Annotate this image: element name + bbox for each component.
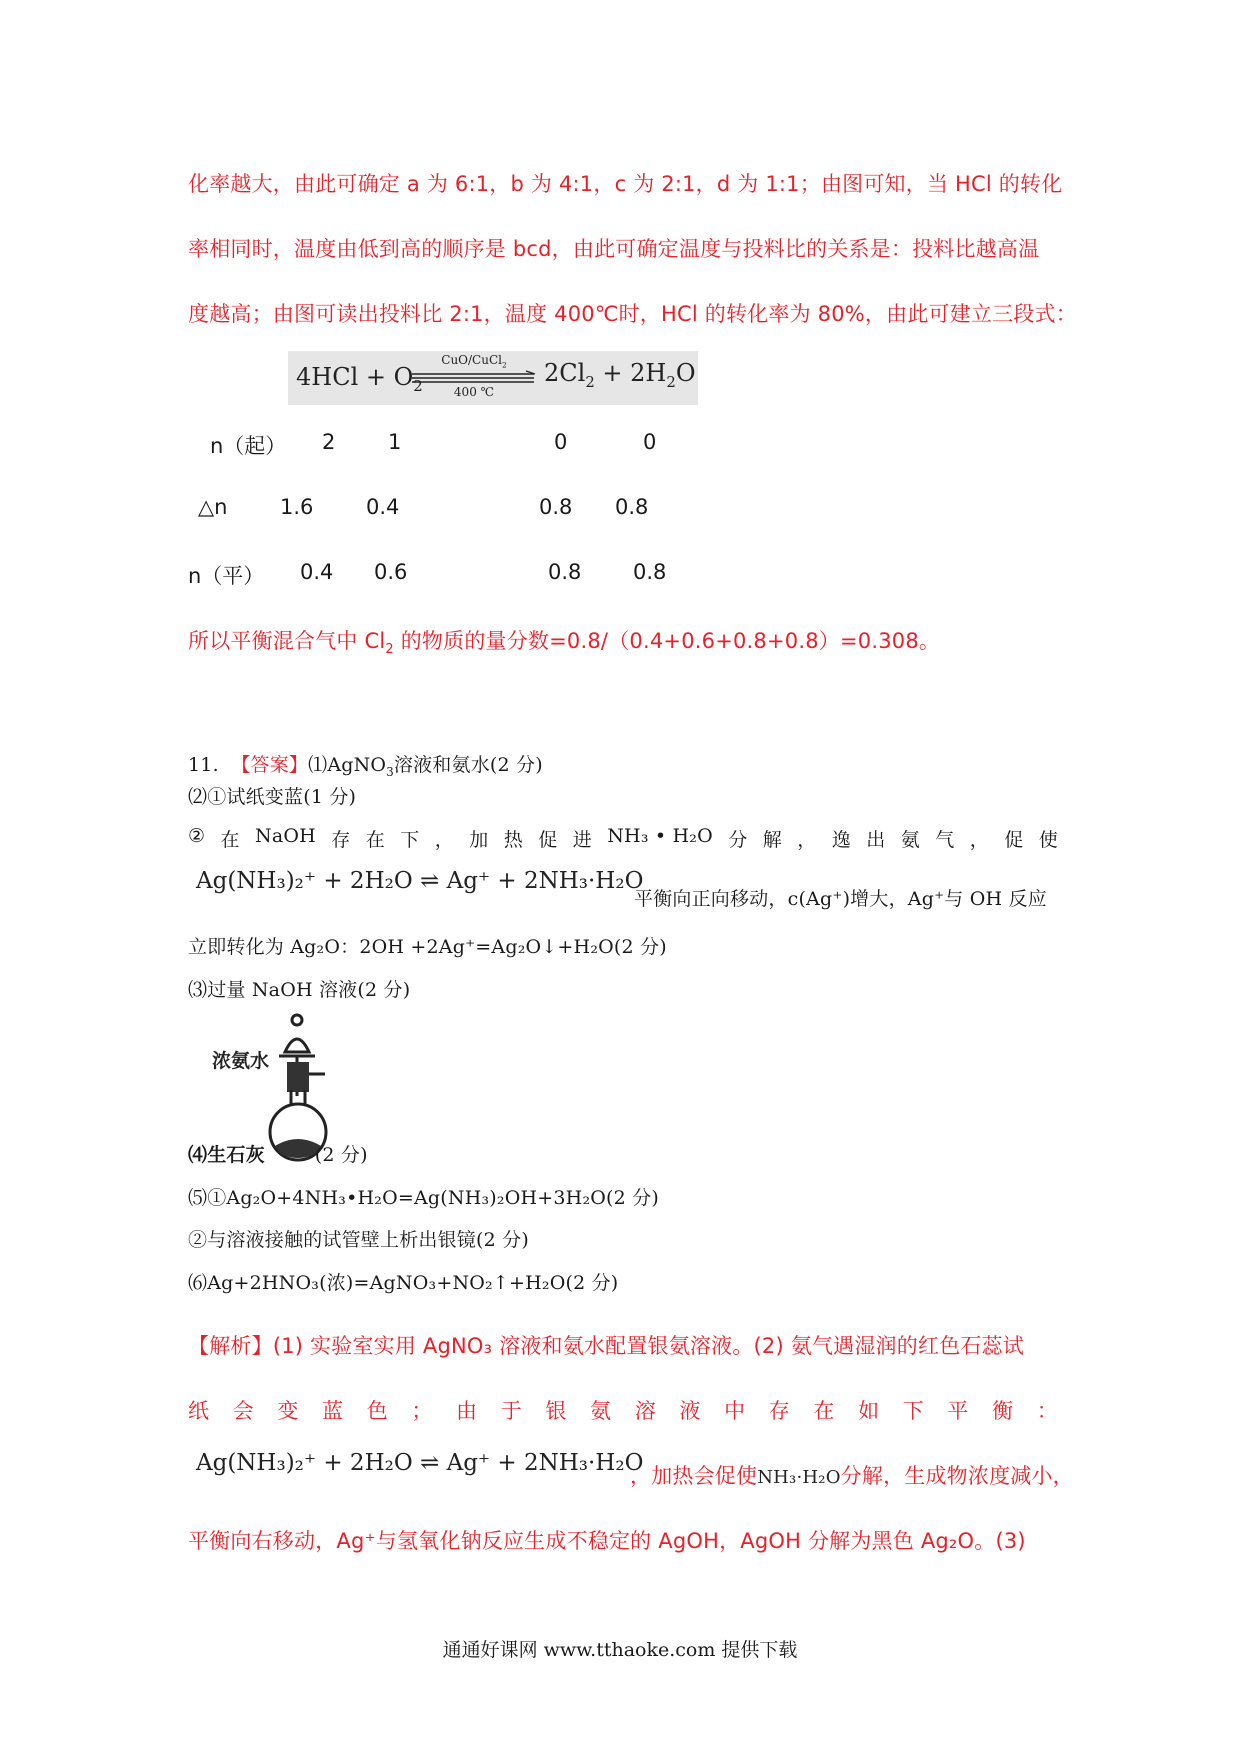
row2-label: △n	[198, 495, 228, 519]
a4-label: ⑷生石灰	[188, 1144, 265, 1166]
analysis-bottom-1	[188, 1330, 1058, 1360]
analysis-bottom-2	[188, 1395, 1058, 1425]
analysis-bottom-2-word: 由	[456, 1399, 478, 1423]
reaction-right-1-sub: 2	[585, 372, 595, 391]
answer-tag: 【答案】	[231, 754, 309, 776]
row1-v4: 0	[643, 430, 657, 454]
row2-v2: 0.4	[366, 495, 400, 519]
analysis-bottom-2-word: 银	[545, 1399, 567, 1423]
analysis-bottom-2-word: 色	[366, 1399, 388, 1423]
analysis-bottom-l1: (1) 实验室实用 AgNO₃ 溶液和氨水配置银氨溶液。(2) 氨气遇湿润的红色石蕊试	[272, 1334, 1024, 1358]
reaction-equation-image	[288, 351, 698, 405]
analysis-bottom-2-word: 液	[679, 1399, 701, 1423]
analysis-bottom-2-word: 蓝	[322, 1399, 344, 1423]
row2-v4: 0.8	[615, 495, 649, 519]
reaction-left-sub: 2	[413, 376, 423, 395]
apparatus-label-ammonia: 浓氨水	[212, 1050, 270, 1072]
analysis-bottom-3a: ，加热会促使	[630, 1464, 758, 1488]
answer-2-2-word: ，	[797, 829, 817, 851]
answer-2-2-last: 立即转化为 Ag₂O：2OH +2Ag⁺=Ag₂O↓+H₂O(2 分)	[188, 936, 667, 958]
analysis-line-1: 化率越大，由此可确定 a 为 6:1，b 为 4:1，c 为 2:1，d 为 1:1；由图可知，当 HCl 的转化	[188, 172, 1063, 196]
answer-2-2-word: 分	[728, 829, 748, 851]
analysis-bottom-2-word: 衡	[992, 1399, 1014, 1423]
reaction-right-2-sub: 2	[666, 372, 676, 391]
answer-2-2-word: 出	[866, 829, 886, 851]
answer-5-1: ⑸①Ag₂O+4NH₃•H₂O=Ag(NH₃)₂OH+3H₂O(2 分)	[188, 1187, 659, 1209]
equilibrium-image-1: Ag(NH₃)₂⁺ + 2H₂O ⇌ Ag⁺ + 2NH₃·H₂O	[196, 868, 644, 894]
conclusion	[188, 625, 1058, 657]
row1-v3: 0	[554, 430, 568, 454]
answer-2-2-word: 在	[220, 829, 240, 851]
row1-v1: 2	[322, 430, 336, 454]
answer-2-2-word: 气	[935, 829, 955, 851]
analysis-line-2: 率相同时，温度由低到高的顺序是 bcd，由此可确定温度与投料比的关系是：投料比越高温	[188, 237, 1040, 261]
nh3-h2o-image: NH₃·H₂O	[757, 1467, 841, 1488]
analysis-bottom-4: 平衡向右移动，Ag⁺与氢氧化钠反应生成不稳定的 AgOH，AgOH 分解为黑色 Ag₂O。(3)	[188, 1529, 1026, 1553]
analysis-bottom-2-word: 在	[813, 1399, 835, 1423]
a4-score: (2 分)	[314, 1144, 368, 1166]
answer-2-2-word: 氨	[900, 829, 920, 851]
analysis-bottom-2-word: 中	[724, 1399, 746, 1423]
answer-2-2-word: NH₃ • H₂O	[607, 825, 713, 847]
analysis-bottom-2-word: 变	[277, 1399, 299, 1423]
row3-label: n（平）	[188, 564, 265, 588]
reaction-right-2: + 2H	[594, 359, 667, 387]
analysis-bottom-2-word: 氨	[590, 1399, 612, 1423]
conclusion-sub: 2	[385, 642, 394, 658]
answer-2-2-cont: 平衡向正向移动，c(Ag⁺)增大，Ag⁺与 OH 反应	[634, 888, 1047, 910]
reaction-left: 4HCl + O	[296, 363, 414, 391]
analysis-bottom-2-word: 存	[768, 1399, 790, 1423]
analysis-bottom-3b: 分解，生成物浓度减小，	[840, 1464, 1074, 1488]
analysis-bottom-2-word: 下	[902, 1399, 924, 1423]
analysis-bottom-2-word: 于	[500, 1399, 522, 1423]
reversible-arrow-icon	[410, 370, 538, 384]
analysis-bottom-2-word: 溶	[634, 1399, 656, 1423]
answer-2-2-word: 在	[365, 829, 385, 851]
question-number: 11.	[188, 754, 219, 776]
answer-3: ⑶过量 NaOH 溶液(2 分)	[188, 979, 411, 1001]
answer-2-1: ⑵①试纸变蓝(1 分)	[188, 786, 357, 808]
analysis-bottom-2-word: ；	[411, 1399, 433, 1423]
analysis-bottom-2-word: 会	[232, 1399, 254, 1423]
analysis-bottom-3	[630, 1460, 1074, 1490]
a1-pre: ⑴AgNO	[308, 754, 387, 776]
row3-v1: 0.4	[300, 560, 334, 584]
page-footer: 通通好课网 www.tthaoke.com 提供下载	[442, 1639, 798, 1661]
reaction-temperature: 400 ℃	[453, 385, 495, 399]
reaction-catalyst-sub: 2	[502, 360, 507, 370]
answer-line-1	[188, 750, 1058, 779]
answer-2-2-word: 使	[1038, 829, 1058, 851]
analysis-bottom-2-word: ：	[1036, 1399, 1058, 1423]
reaction-catalyst: CuO/CuCl	[441, 353, 502, 367]
answer-2-2-word: NaOH	[255, 825, 316, 847]
reaction-right-1: 2Cl	[544, 359, 586, 387]
answer-2-2-word: ②	[188, 825, 206, 847]
answer-2-2-word: ，	[434, 829, 454, 851]
answer-2-2-word: 解	[762, 829, 782, 851]
answer-2-2-line	[188, 825, 1058, 852]
answer-6: ⑹Ag+2HNO₃(浓)=AgNO₃+NO₂↑+H₂O(2 分)	[188, 1272, 619, 1294]
answer-2-2-word: 热	[503, 829, 523, 851]
answer-2-2-word: 促	[1004, 829, 1024, 851]
answer-2-2-word: 下	[400, 829, 420, 851]
row3-v3: 0.8	[548, 560, 582, 584]
row3-v4: 0.8	[633, 560, 667, 584]
row2-v1: 1.6	[280, 495, 314, 519]
answer-2-2-word: 促	[538, 829, 558, 851]
answer-2-2-word: ，	[969, 829, 989, 851]
analysis-tag: 【解析】	[188, 1334, 273, 1358]
row3-v2: 0.6	[374, 560, 408, 584]
analysis-bottom-2-word: 平	[947, 1399, 969, 1423]
row1-v2: 1	[388, 430, 402, 454]
answer-2-2-word: 逸	[831, 829, 851, 851]
analysis-bottom-2-word: 如	[858, 1399, 880, 1423]
answer-2-2-word: 加	[469, 829, 489, 851]
conclusion-post: 的物质的量分数=0.8/（0.4+0.6+0.8+0.8）=0.308。	[393, 629, 941, 653]
answer-2-2-word: 存	[331, 829, 351, 851]
answer-4	[188, 1140, 1058, 1167]
row1-label: n（起）	[210, 434, 287, 458]
analysis-line-3: 度越高；由图可读出投料比 2:1，温度 400℃时，HCl 的转化率为 80%，由此可建立三段式：	[188, 302, 1077, 326]
equilibrium-image-2: Ag(NH₃)₂⁺ + 2H₂O ⇌ Ag⁺ + 2NH₃·H₂O	[196, 1450, 644, 1476]
a1-sub: 3	[386, 764, 394, 779]
answer-2-2-word: 进	[572, 829, 592, 851]
analysis-bottom-2-word: 纸	[188, 1399, 210, 1423]
a1-post: 溶液和氨水(2 分)	[393, 754, 543, 776]
row2-v3: 0.8	[539, 495, 573, 519]
conclusion-pre: 所以平衡混合气中 Cl	[188, 629, 386, 653]
reaction-right-2-end: O	[675, 359, 696, 387]
answer-5-2: ②与溶液接触的试管壁上析出银镜(2 分)	[188, 1229, 529, 1251]
